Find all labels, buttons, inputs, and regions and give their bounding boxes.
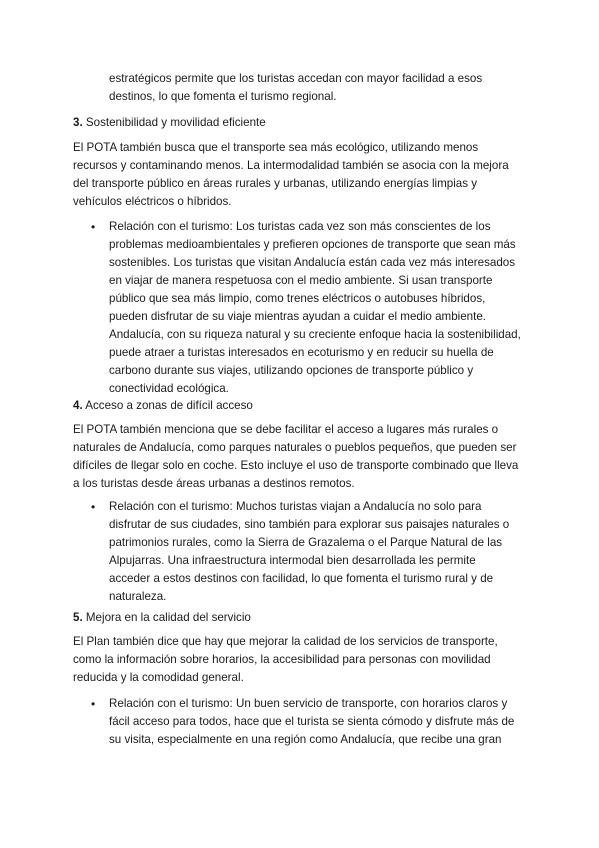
list-item-line: público que sea más limpio, como trenes eléctricos o autobuses híbridos, [109, 292, 486, 305]
section-number: 4. [73, 399, 83, 412]
section-title: Acceso a zonas de difícil acceso [82, 399, 253, 412]
paragraph-line: vehículos eléctricos o híbridos. [73, 195, 232, 208]
list-item-line: carbono durante sus viajes, utilizando opciones de transporte público y [109, 364, 474, 377]
bullet-icon: • [91, 500, 96, 514]
paragraph-line: reducida y la comodidad general. [73, 671, 244, 684]
paragraph-line: del transporte público en áreas rurales y urbanas, utilizando energías limpias y [73, 177, 478, 190]
list-item-line: Relación con el turismo: Muchos turistas viajan a Andalucía no solo para [109, 500, 482, 513]
list-item-line: Relación con el turismo: Los turistas cada vez son más conscientes de los [109, 220, 491, 233]
paragraph-line: a los turistas desde áreas urbanas a destinos remotos. [73, 477, 355, 490]
list-item-line: Andalucía, con su riqueza natural y su creciente enfoque hacia la sostenibilidad, [109, 328, 521, 341]
list-item-line: estratégicos permite que los turistas accedan con mayor facilidad a esos [109, 72, 483, 85]
list-item-line: pueden disfrutar de su viaje mientras ayudan a cuidar el medio ambiente. [109, 310, 487, 323]
list-item-line: Relación con el turismo: Un buen servicio de transporte, con horarios claros y [109, 697, 508, 710]
list-item-line: conectividad ecológica. [109, 382, 229, 395]
section-number: 5. [73, 611, 83, 624]
section-number: 3. [73, 116, 83, 129]
list-item-line: Alpujarras. Una infraestructura intermodal bien desarrollada les permite [109, 554, 476, 567]
list-item-line: fácil acceso para todos, hace que el turista se sienta cómodo y disfrute más de [109, 715, 515, 728]
section-heading-4 [73, 397, 253, 415]
list-item-line: en viajar de manera respetuosa con el medio ambiente. Si usan transporte [109, 274, 493, 287]
list-item-line: patrimonios rurales, como la Sierra de Grazalema o el Parque Natural de las [109, 536, 503, 549]
section-title: Sostenibilidad y movilidad eficiente [82, 116, 266, 129]
bullet-icon: • [91, 220, 96, 234]
list-item-line: destinos, lo que fomenta el turismo regional. [109, 90, 337, 103]
list-item-line: puede atraer a turistas interesados en ecoturismo y en reducir su huella de [109, 346, 494, 359]
paragraph-line: difíciles de llegar solo en coche. Esto incluye el uso de transporte combinado que lleva [73, 459, 519, 472]
section-heading-5 [73, 609, 251, 627]
list-item-line: acceder a estos destinos con facilidad, lo que fomenta el turismo rural y de [109, 572, 494, 585]
list-item-line: su visita, especialmente en una región como Andalucía, que recibe una gran [109, 733, 502, 746]
paragraph-line: El Plan también dice que hay que mejorar la calidad de los servicios de transporte, [73, 635, 498, 648]
paragraph-line: como la información sobre horarios, la accesibilidad para personas con movilidad [73, 653, 491, 666]
list-item-line: sostenibles. Los turistas que visitan Andalucía están cada vez más interesados [109, 256, 516, 269]
bullet-icon: • [91, 697, 96, 711]
paragraph-line: El POTA también busca que el transporte sea más ecológico, utilizando menos [73, 141, 479, 154]
section-heading-3 [73, 114, 266, 132]
list-item-line: naturaleza. [109, 590, 167, 603]
list-item-line: problemas medioambientales y prefieren opciones de transporte que sean más [109, 238, 516, 251]
list-item-line: disfrutar de sus ciudades, sino también para explorar sus paisajes naturales o [109, 518, 510, 531]
section-title: Mejora en la calidad del servicio [82, 611, 251, 624]
paragraph-line: recursos y contaminando menos. La intermodalidad también se asocia con la mejora [73, 159, 509, 172]
paragraph-line: El POTA también menciona que se debe facilitar el acceso a lugares más rurales o [73, 423, 499, 436]
paragraph-line: naturales de Andalucía, como parques naturales o pueblos pequeños, que pueden ser [73, 441, 517, 454]
